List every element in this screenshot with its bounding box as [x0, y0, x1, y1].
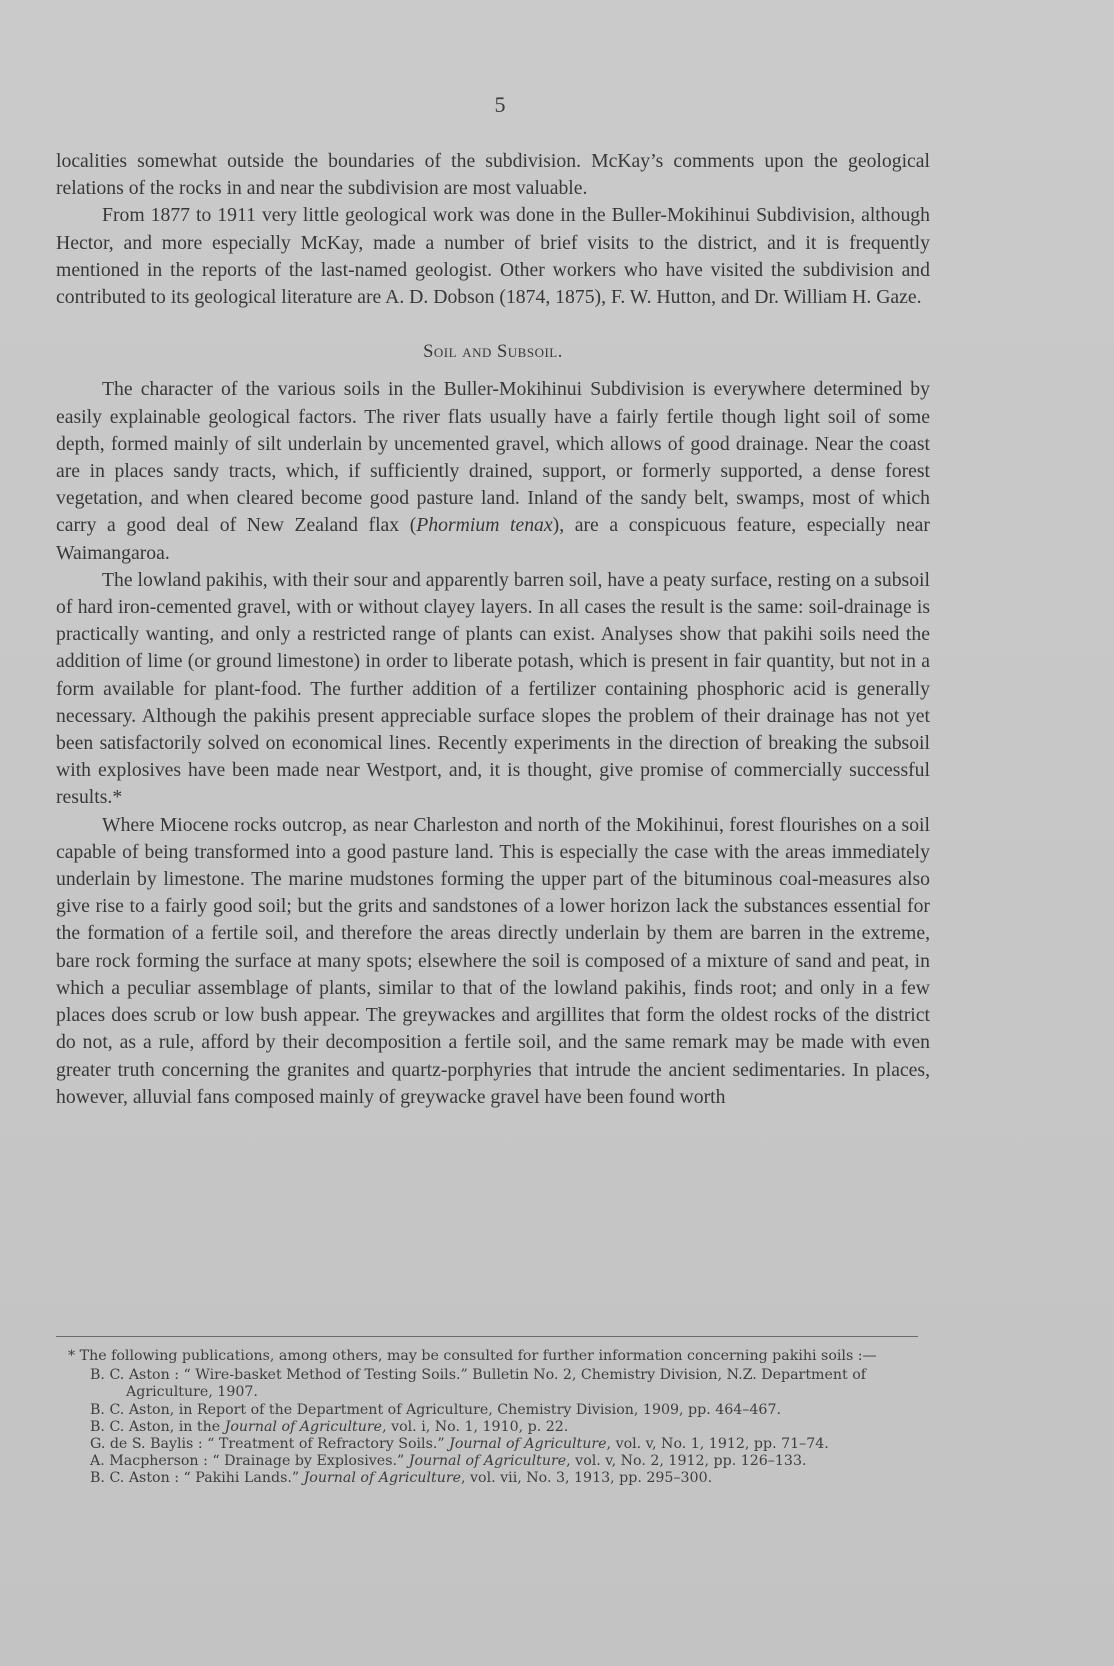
paragraph: The lowland pakihis, with their sour and apparently barren soil, have a peaty surface, resting on a subsoil of hard iron-cemented gravel, with or without clayey layers. In all cases the result is the same: soil-drainage is practically wanting, and only a restricted range of plants can exist. Analyses show that pakihi soils need the addition of lime (or ground limestone) in order to liberate potash, which is present in fair quantity, but not in a form available for plant-food. The further addition of a fertilizer containing phosphoric acid is generally necessary. Although the pakihis present appreciable surface slopes the problem of their drainage has not yet been satisfactorily solved on economical lines. Recently experiments in the direction of breaking the subsoil with explosives have been made near Westport, and, it is thought, give promise of commercially successful results.* — [56, 568, 930, 809]
paragraph: localities somewhat outside the boundaries of the subdivision. McKay’s comments upon the geological relations of the rocks in and near the subdivision are most valuable. — [56, 150, 930, 200]
reference-journal: Journal of Agriculture — [408, 1453, 567, 1470]
paragraph: From 1877 to 1911 very little geological work was done in the Buller-Mokihinui Subdivision, although Hector, and more especially McKay, made a number of brief visits to the district, and it is frequently mentioned in the reports of the last-named geologist. Other workers who have visited the subdivision and contributed to its geological literature are A. D. Dobson (1874, 1875), F. W. Hutton, and Dr. William H. Gaze. — [56, 204, 930, 309]
reference-journal: Journal of Agriculture — [224, 1418, 383, 1435]
reference-text: G. de S. Baylis : “ Treatment of Refractory Soils.” — [90, 1436, 450, 1453]
reference-item — [56, 1453, 920, 1470]
paragraph — [56, 376, 930, 566]
reference-text: A. Macpherson : “ Drainage by Explosives.” — [90, 1453, 409, 1470]
reference-journal: Journal of Agriculture — [303, 1470, 462, 1487]
footnote-intro: * The following publications, among others, may be consulted for further information concerning pakihi soils :— — [68, 1348, 877, 1364]
reference-item — [56, 1419, 920, 1436]
reference-text: , vol. vii, No. 3, 1913, pp. 295–300. — [461, 1470, 713, 1487]
main-text — [56, 148, 930, 1111]
section-heading: Soil and Subsoil. — [423, 342, 563, 363]
reference-text: , vol. v, No. 1, 1912, pp. 71–74. — [606, 1436, 829, 1453]
reference-item — [56, 1470, 920, 1487]
reference-text: , vol. v, No. 2, 1912, pp. 126–133. — [566, 1453, 807, 1470]
reference-text: B. C. Aston, in the — [90, 1418, 225, 1435]
reference-text: B. C. Aston : “ Wire-basket Method of Testing Soils.” Bulletin No. 2, Chemistry Division, N.Z. Department of Agriculture, 1907. — [90, 1367, 867, 1401]
footnote-divider — [56, 1336, 918, 1337]
reference-text: B. C. Aston, in Report of the Department of Agriculture, Chemistry Division, 1909, pp. 464–467. — [90, 1401, 781, 1418]
reference-item — [56, 1402, 920, 1419]
reference-journal: Journal of Agriculture — [449, 1436, 607, 1453]
footnotes — [56, 1348, 920, 1488]
reference-list — [56, 1367, 920, 1487]
italic-term: Phormium tenax — [416, 514, 553, 537]
reference-item — [56, 1436, 920, 1453]
paragraph-text: The character of the various soils in the Buller-Mokihinui Subdivision is everywhere determined by easily explainable geological factors. The river flats usually have a fairly fertile though light soil of some depth, formed mainly of silt underlain by uncemented gravel, which allows of good drainage. Near the coast are in places sandy tracts, which, if sufficiently drained, support, or formerly supported, a dense forest vegetation, and when cleared become good pasture land. Inland of the sandy belt, swamps, most of which carry a good deal of New Zealand flax ( — [56, 378, 930, 537]
reference-text: , vol. i, No. 1, 1910, p. 22. — [382, 1418, 569, 1435]
paragraph-text: ), are a conspicuous feature, especially near Waimangaroa. — [56, 514, 930, 564]
paragraph: Where Miocene rocks outcrop, as near Charleston and north of the Mokihinui, forest flourishes on a soil capable of being transformed into a good pasture land. This is especially the case with the areas immediately underlain by limestone. The marine mudstones forming the upper part of the bituminous coal-measures also give rise to a fairly good soil; but the grits and sandstones of a lower horizon lack the substances essential for the formation of a fertile soil, and therefore the areas directly underlain by them are barren in the extreme, bare rock forming the surface at many spots; elsewhere the soil is composed of a mixture of sand and peat, in which a peculiar assemblage of plants, similar to that of the lowland pakihis, finds root; and only in a few places does scrub or low bush appear. The greywackes and argillites that form the oldest rocks of the district do not, as a rule, afford by their decomposition a fertile soil, and the same remark may be made with even greater truth concerning the granites and quartz-porphyries that intrude the ancient sedimentaries. In places, however, alluvial fans composed mainly of greywacke gravel have been found worth — [56, 813, 930, 1108]
page-number: 5 — [494, 92, 506, 117]
reference-text: B. C. Aston : “ Pakihi Lands.” — [90, 1470, 304, 1487]
reference-item — [56, 1367, 920, 1401]
